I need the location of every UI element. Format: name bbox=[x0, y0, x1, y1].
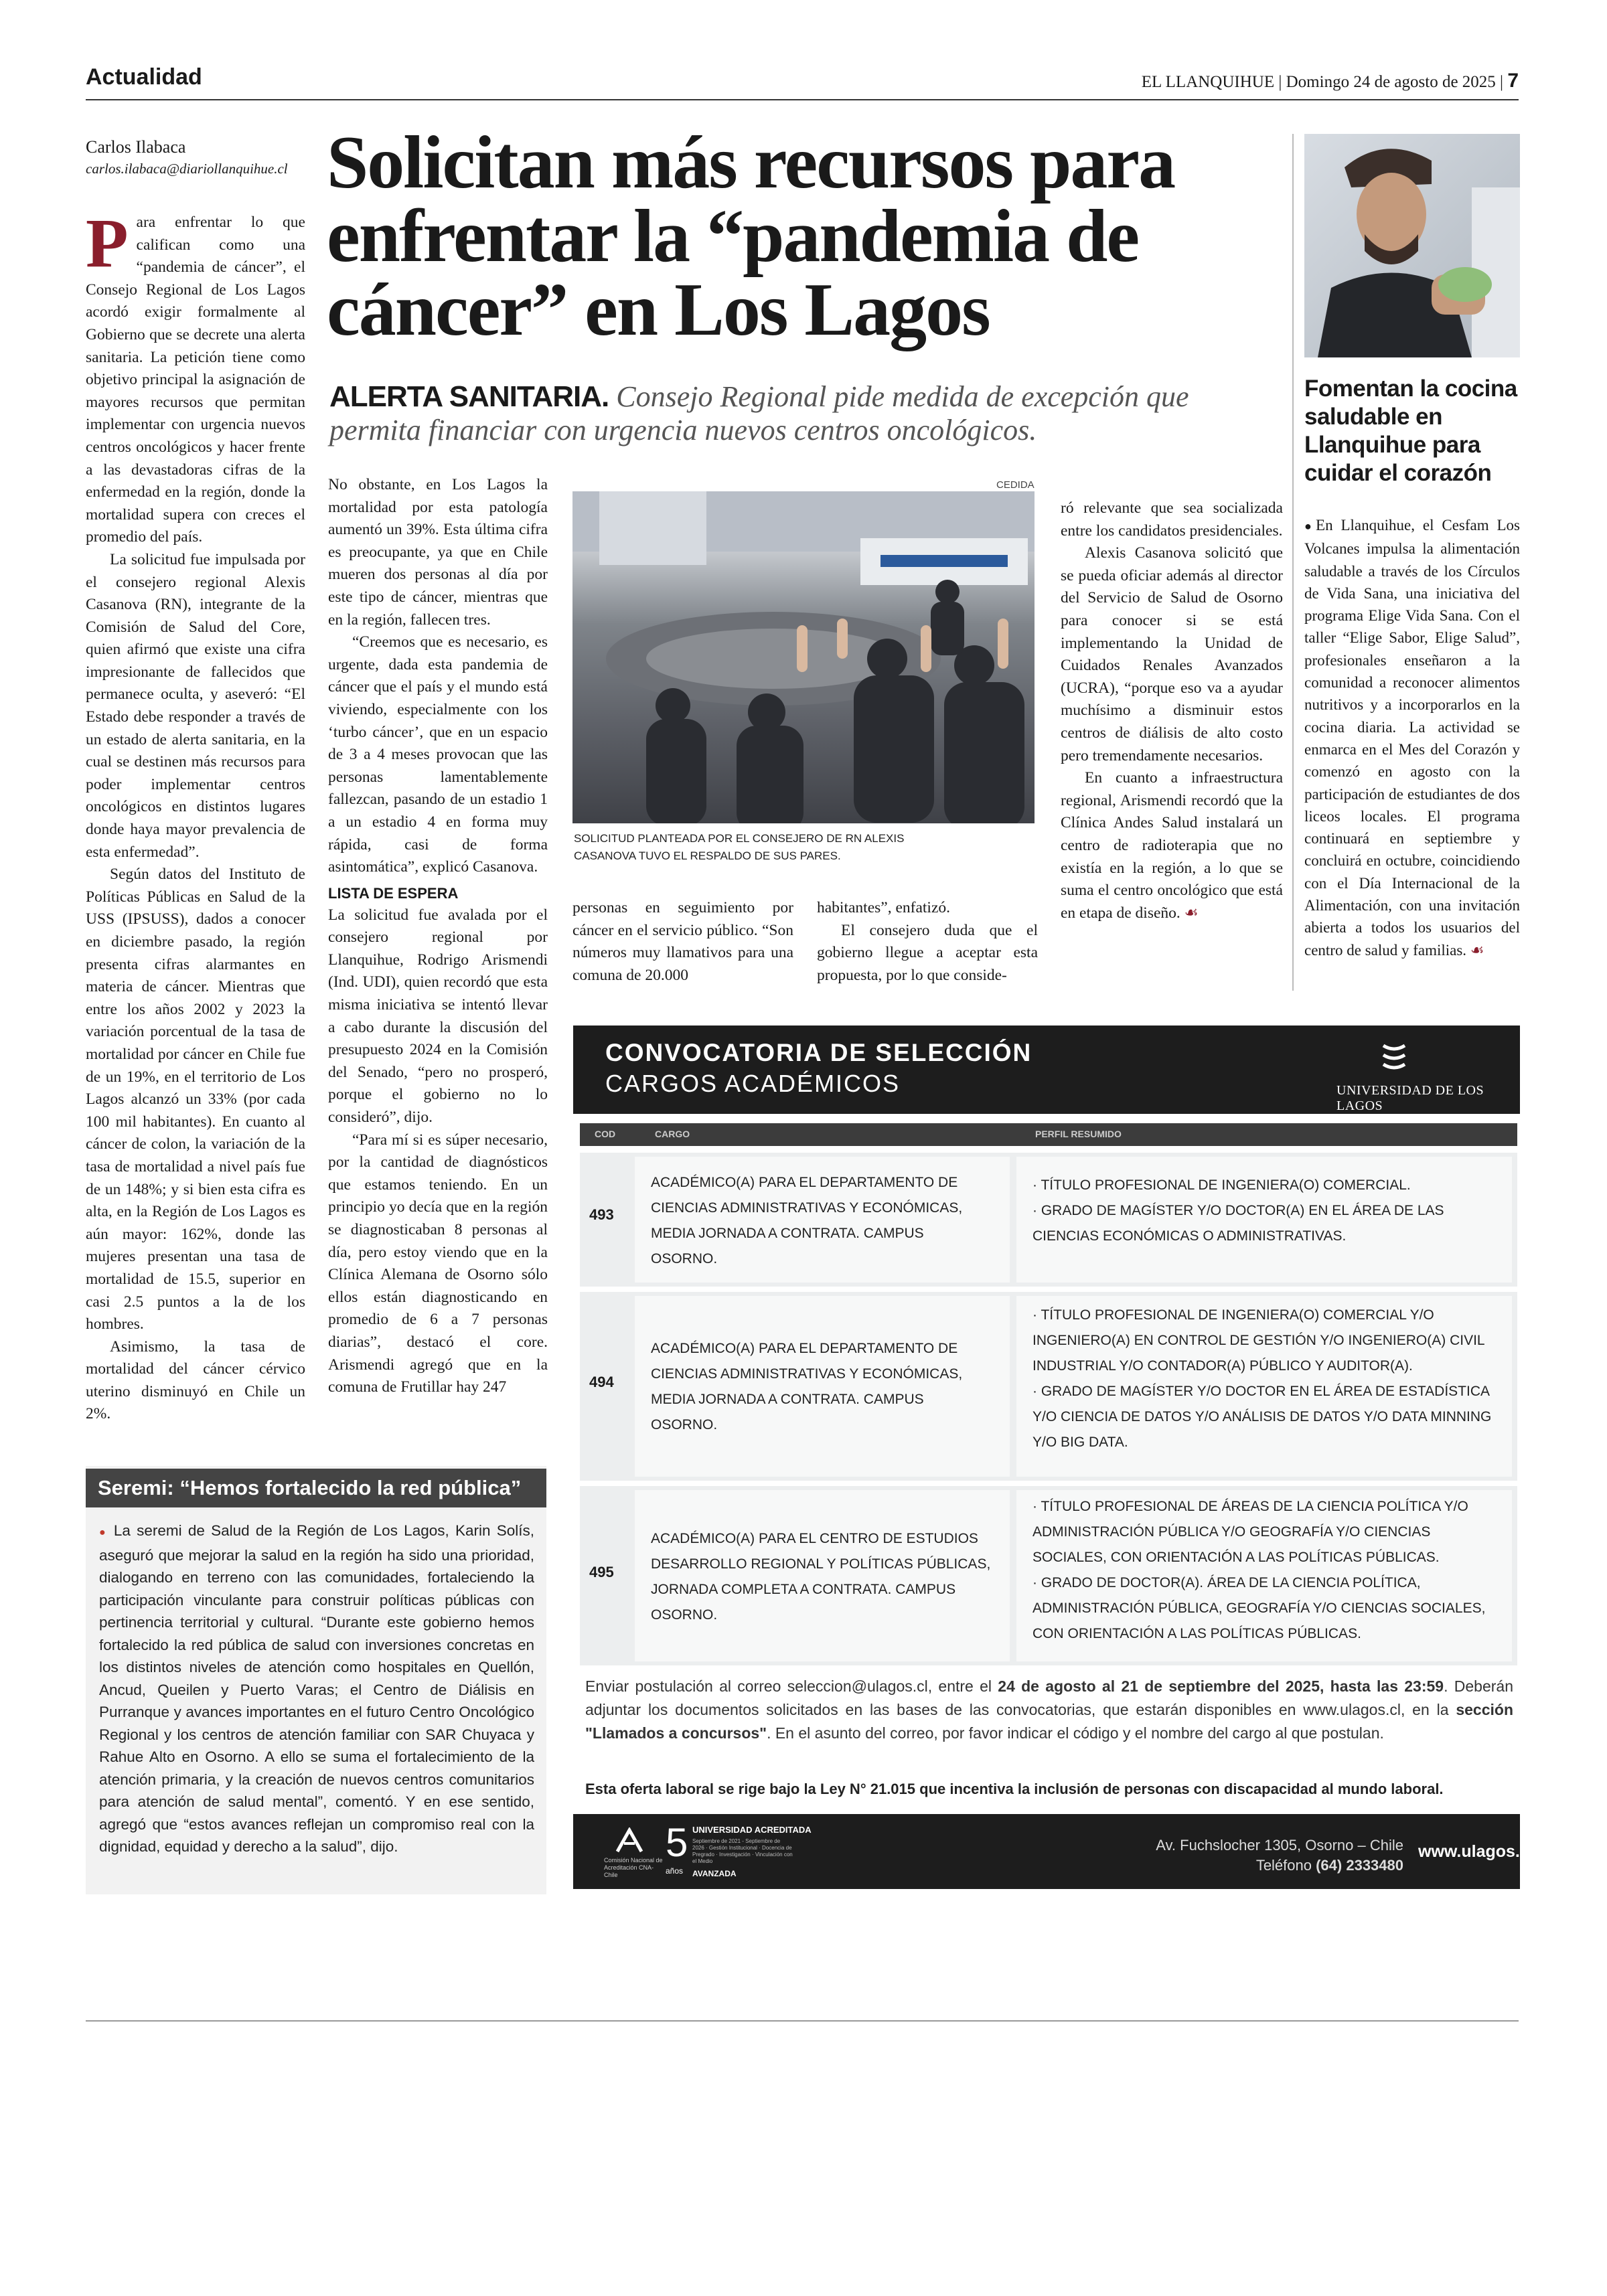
publication-name: EL LLANQUIHUE bbox=[1141, 73, 1275, 91]
paragraph: “Creemos que es necesario, es urgente, dada esta pandemia de cáncer que el país y el mundo está viviendo, especialmente con los ‘turbo cáncer’, que en un espacio de 3 a 4 meses provocan que las personas lamentablemente fallezcan, pasando de un estadio 1 a un estadio 4 en forma muy rápida, casi de forma asintomática”, explicó Casanova. bbox=[328, 633, 548, 876]
job-title: ACADÉMICO(A) PARA EL CENTRO DE ESTUDIOS DESARROLLO REGIONAL Y POLÍTICAS PÚBLICAS, JORNADA COMPLETA A CONTRATA. CAMPUS OSORNO. bbox=[635, 1490, 1010, 1661]
accreditation-title: UNIVERSIDAD ACREDITADA bbox=[692, 1825, 812, 1835]
seremi-box-title: Seremi: “Hemos fortalecido la red pública” bbox=[86, 1469, 546, 1507]
article-column-4 bbox=[817, 897, 1038, 987]
phone-line bbox=[1122, 1856, 1403, 1876]
job-title: ACADÉMICO(A) PARA EL DEPARTAMENTO DE CIENCIAS ADMINISTRATIVAS Y ECONÓMICAS, MEDIA JORNADA A CONTRATA. CAMPUS OSORNO. bbox=[635, 1157, 1010, 1283]
job-profile bbox=[1016, 1157, 1512, 1283]
seremi-box-text: La seremi de Salud de la Región de Los Lagos, Karin Solís, aseguró que mejorar la salud en la región ha sido una prioridad, dialogando en terreno con las comunidades, fortaleciendo la participación vinculante para construir políticas públicas con pertinencia territorial y cultural. “Durante este gobierno hemos fortalecido la red pública de salud con inversiones concretas en los distintos niveles de atención como hospitales en Quellón, Ancud, Queilen y Puerto Varas; el Centro de Diálisis en Purranque y avances importantes en el futuro Centro Oncológico Regional y los centros de atención familiar con SAR Chuyaca y Rahue Alto en Osorno. A ello se suma el fortalecimiento de la atención primaria, y la creación de nuevos centros comunitarios para atención de salud mental”, comentó. Y en ese sentido, agregó que “estos avances reflejan un compromiso real con la dignidad, equidad y derecho a la salud”, dijo. bbox=[99, 1522, 534, 1855]
profile-item: · TÍTULO PROFESIONAL DE ÁREAS DE LA CIENCIA POLÍTICA Y/O ADMINISTRACIÓN PÚBLICA Y/O GEOGRAFÍA Y/O CIENCIAS SOCIALES, CON ORIENTACIÓN A LAS POLÍTICAS PÚBLICAS. bbox=[1032, 1499, 1468, 1565]
article-column-2 bbox=[328, 474, 548, 1399]
law-notice: Esta oferta laboral se rige bajo la Ley N° 21.015 que incentiva la inclusión de personas con discapacidad al mundo laboral. bbox=[585, 1781, 1444, 1797]
paragraph: personas en seguimiento por cáncer en el servicio público. “Son números muy llamativos para una comuna de 20.000 bbox=[572, 899, 793, 984]
col-header-cargo: CARGO bbox=[655, 1129, 690, 1139]
accreditation-level: AVANZADA bbox=[692, 1869, 737, 1878]
paragraph: Según datos del Instituto de Políticas Públicas en Salud de la USS (IPSUSS), dados a conocer en diciembre pasado, la región presenta cifras alarmantes en materia de cáncer. Mientras que entre los años 2002 y 2023 la variación porcentual de la tasa de mortalidad por cáncer en Chile fue de un 19%, en el territorio de Los Lagos alcanzó un 33% (por cada 100 mil habitantes). En cuanto al cáncer de colon, la variación de la tasa de mortalidad a nivel país fue de un 148%; y si bien esta cifra es alta, en la Región de Los Lagos es aún mayor: 162%, donde las mujeres presentan una tasa de mortalidad de 15.5, superior en casi 2.5 puntos a la de los hombres. bbox=[86, 866, 305, 1333]
accreditation-years: 5 bbox=[666, 1820, 688, 1865]
folio: EL LLANQUIHUE | Domingo 24 de agosto de 2025 | 7 bbox=[1141, 70, 1519, 92]
cna-label: Comisión Nacional de Acreditación CNA-Chile bbox=[604, 1857, 663, 1878]
website-link[interactable]: www.ulagos.cl bbox=[1418, 1842, 1534, 1861]
job-code: 493 bbox=[589, 1206, 614, 1223]
paragraph bbox=[1061, 767, 1283, 924]
page-number: 7 bbox=[1507, 70, 1519, 92]
job-title: ACADÉMICO(A) PARA EL DEPARTAMENTO DE CIENCIAS ADMINISTRATIVAS Y ECONÓMICAS, MEDIA JORNADA A CONTRATA. CAMPUS OSORNO. bbox=[635, 1296, 1010, 1477]
profile-item: · GRADO DE MAGÍSTER Y/O DOCTOR(A) EN EL ÁREA DE LAS CIENCIAS ECONÓMICAS O ADMINISTRATIVAS. bbox=[1032, 1203, 1444, 1244]
kicker: ALERTA SANITARIA. bbox=[329, 380, 609, 413]
ad-header bbox=[573, 1026, 1520, 1114]
issue-date: Domingo 24 de agosto de 2025 bbox=[1286, 73, 1496, 91]
seremi-box-body: ● La seremi de Salud de la Región de Los Lagos, Karin Solís, aseguró que mejorar la salud en la región ha sido una prioridad, dialogando en terreno con las comunidades, fortaleciendo la participación vinculante para construir políticas públicas con pertinencia territorial y cultural. “Durante este gobierno hemos fortalecido la red pública de salud con inversiones concretas en los distintos niveles de atención como hospitales en Quellón, Ancud, Queilen y Puerto Varas; el Centro de Diálisis en Purranque y avances importantes en el futuro Centro Oncológico Regional y los centros de atención familiar con SAR Chuyaca y Rahue Alto en Osorno. A ello se suma el fortalecimiento de la atención primaria, y la creación de nuevos centros comunitarios para atención de salud mental”, comentó. Y en ese sentido, agregó que “estos avances reflejan un compromiso real con la dignidad, equidad y derecho a la salud”, dijo. bbox=[99, 1522, 534, 1855]
cna-logo-icon bbox=[615, 1827, 645, 1854]
ad-table-row bbox=[580, 1292, 1517, 1481]
sidebar-divider bbox=[1292, 134, 1294, 991]
deck bbox=[329, 380, 1267, 447]
job-code: 495 bbox=[589, 1564, 614, 1580]
profile-item: · TÍTULO PROFESIONAL DE INGENIERA(O) COMERCIAL Y/O INGENIERO(A) EN CONTROL DE GESTIÓN Y/O INGENIERO(A) CIVIL INDUSTRIAL Y/O CONTADOR(A) PÚBLICO Y AUDITOR(A). bbox=[1032, 1307, 1484, 1374]
instructions-text: . En el asunto del correo, por favor indicar el código y el nombre del cargo al que postulan. bbox=[767, 1724, 1384, 1742]
sidebar-headline: Fomentan la cocina saludable en Llanquihue para cuidar el corazón bbox=[1304, 376, 1517, 486]
council-meeting-photo bbox=[572, 491, 1035, 823]
drop-cap: P bbox=[86, 205, 129, 282]
chef-photo bbox=[1304, 134, 1520, 357]
accreditation-years-label: años bbox=[666, 1866, 684, 1876]
instructions-text: . Deberán adjuntar los documentos solicitados en las bases de las convocatorias, que estarán disponibles en www.ulagos.cl, en la bbox=[585, 1677, 1513, 1718]
ad-subtitle: CARGOS ACADÉMICOS bbox=[605, 1070, 901, 1097]
paragraph: No obstante, en Los Lagos la mortalidad por esta patología aumentó un 39%. Esta última cifra es preocupante, ya que en Chile mueren dos personas al día por este tipo de cáncer, mientras que en la región, fallecen tres. bbox=[328, 476, 548, 629]
paragraph: ara enfrentar lo que califican como una “pandemia de cáncer”, el Consejo Regional de Los Lagos acordó exigir formalmente al Gobierno que se decrete una alerta sanitaria. La petición tiene como objetivo principal la asignación de mayores recursos que permitan implementar con urgencia nuevos centros oncológicos y hacer frente a las devastadoras cifras de la enfermedad en la región, donde la mortalidad supera con creces el promedio del país. bbox=[86, 214, 305, 546]
section-link[interactable]: sección "Llamados a concursos" bbox=[585, 1701, 1513, 1742]
paragraph: El consejero duda que el gobierno llegue a aceptar esta propuesta, por lo que conside- bbox=[817, 921, 1038, 984]
address: Av. Fuchslocher 1305, Osorno – Chile bbox=[1156, 1837, 1403, 1854]
section-label: Actualidad bbox=[86, 64, 202, 90]
sidebar-body: ●En Llanquihue, el Cesfam Los Volcanes impulsa la alimentación saludable a través de los Círculos de Vida Sana, una iniciativa del programa Elige Vida Sana. Con el taller “Elige Sabor, Elige Salud”, profesionales enseñaron a la comunidad a reconocer alimentos nutritivos y a incorporarlos en la cocina diaria. La actividad se enmarca en el Mes del Corazón y comenzó en agosto con la participación de estudiantes de dos liceos locales. El programa continuará en septiembre y concluirá en octubre, coincidiendo con el Día Internacional de la Alimentación, con una invitación abierta a todos los usuarios del centro de salud y familias. ☙ bbox=[1304, 517, 1521, 959]
ad-footer bbox=[573, 1814, 1534, 1889]
paragraph: habitantes”, enfatizó. bbox=[817, 899, 951, 916]
header-rule bbox=[86, 99, 1519, 100]
footer-rule bbox=[86, 2020, 1519, 2022]
deck-text: Consejo Regional pide medida de excepción que permita financiar con urgencia nuevos centros oncológicos. bbox=[329, 380, 1189, 446]
paragraph: Asimismo, la tasa de mortalidad del cáncer cérvico uterino disminuyó en Chile un 2%. bbox=[86, 1337, 305, 1423]
profile-item: · GRADO DE DOCTOR(A). ÁREA DE LA CIENCIA POLÍTICA, ADMINISTRACIÓN PÚBLICA, GEOGRAFÍA Y/O CIENCIAS SOCIALES, CON ORIENTACIÓN A LAS POLÍTICAS PÚBLICAS. bbox=[1032, 1575, 1486, 1641]
accreditation-details: Septiembre de 2021 - Septiembre de 2026 · Gestión Institucional · Docencia de Pregrado · Investigación · Vinculación con el Medio bbox=[692, 1838, 793, 1864]
photo-credit: CEDIDA bbox=[996, 479, 1035, 491]
ad-table-row bbox=[580, 1153, 1517, 1287]
phone-label: Teléfono bbox=[1255, 1857, 1316, 1874]
job-code: 494 bbox=[589, 1374, 614, 1390]
subhead: LISTA DE ESPERA bbox=[328, 884, 459, 902]
job-profile bbox=[1016, 1490, 1512, 1661]
university-name: UNIVERSIDAD DE LOS LAGOS bbox=[1336, 1083, 1484, 1113]
application-dates: 24 de agosto al 21 de septiembre del 2025, hasta las 23:59 bbox=[998, 1677, 1444, 1695]
job-profile bbox=[1016, 1296, 1512, 1477]
paragraph: La solicitud fue avalada por el consejero regional por Llanquihue, Rodrigo Arismendi (Ind. UDI), quien recordó que esta misma iniciativa se intentó llevar a cabo durante la discusión del presupuesto 2024 en la Comisión del Senado, “pero no prosperó, porque el gobierno no lo consideró”, dijo. bbox=[328, 906, 548, 1127]
end-mark: ☙ bbox=[1470, 941, 1484, 959]
sidebar-text: En Llanquihue, el Cesfam Los Volcanes impulsa la alimentación saludable a través de los Círculos de Vida Sana, una iniciativa del programa Elige Vida Sana. Con el taller “Elige Sabor, Elige Salud”, profesionales enseñaron a la comunidad a reconocer alimentos nutritivos y a incorporarlos en la cocina diaria. La actividad se enmarca en el Mes del Corazón y comenzó en agosto con la participación de estudiantes de dos liceos locales. El programa continuará en septiembre y concluirá en octubre, coincidiendo con el Día Internacional de la Alimentación, con una invitación abierta a todos los usuarios del centro de salud y familias. bbox=[1304, 517, 1521, 959]
ad-table-header bbox=[580, 1123, 1517, 1146]
profile-item: · GRADO DE MAGÍSTER Y/O DOCTOR EN EL ÁREA DE ESTADÍSTICA Y/O CIENCIA DE DATOS Y/O ANÁLISIS DE DATOS Y/O DATA MINNING Y/O BIG DATA. bbox=[1032, 1384, 1492, 1450]
main-headline: Solicitan más recursos para enfrentar la “pandemia de cáncer” en Los Lagos bbox=[327, 121, 1175, 351]
paragraph: ró relevante que sea socializada entre los candidatos presidenciales. bbox=[1061, 499, 1283, 540]
instructions-text: Enviar postulación al correo seleccion@ulagos.cl, entre el bbox=[585, 1677, 998, 1695]
col-header-perfil: PERFIL RESUMIDO bbox=[1035, 1129, 1122, 1139]
end-mark: ☙ bbox=[1184, 904, 1199, 922]
paragraph: “Para mí si es súper necesario, por la cantidad de diagnósticos que estamos teniendo. En un principio yo decía que en la región se diagnosticaban 8 personas al día, pero estoy viendo que en la Clínica Alemana de Osorno sólo ellos están diagnosticando en promedio de 6 a 7 personas diarias”, destacó el core. Arismendi agregó que en la comuna de Frutillar hay 247 bbox=[328, 1131, 548, 1396]
application-instructions bbox=[585, 1675, 1513, 1745]
paragraph: Alexis Casanova solicitó que se pueda oficiar además al director del Servicio de Salud de Osorno para conocer si se está implementando la Unidad de Cuidados Renales Avanzados (UCRA), “porque eso va a ayudar muchísimo a disminuir estos centros de diálisis de alto costo pero tremendamente necesarios. bbox=[1061, 544, 1283, 764]
ad-title: CONVOCATORIA DE SELECCIÓN bbox=[605, 1039, 1032, 1066]
article-column-1 bbox=[86, 205, 305, 1426]
phone-number[interactable]: (64) 2333480 bbox=[1316, 1857, 1403, 1874]
article-column-5 bbox=[1061, 497, 1283, 924]
paragraph-text: En cuanto a infraestructura regional, Arismendi recordó que la Clínica Andes Salud instalará un centro de radioterapia que no existía en la región, a lo que se suma el centro oncológico que está en etapa de diseño. bbox=[1061, 769, 1283, 922]
profile-item: · TÍTULO PROFESIONAL DE INGENIERA(O) COMERCIAL. bbox=[1032, 1177, 1411, 1193]
paragraph: La solicitud fue impulsada por el consejero regional Alexis Casanova (RN), integrante de la Comisión de Salud del Core, quien afirmó que existe una cifra impresionante de fallecidos que permanece oculta, y aseveró: “El Estado debe responder a través de un estado de alerta sanitaria, en la cual se destinen más recursos para poder implementar centros oncológicos en distintos lugares donde haya mayor prevalencia de esta enfermedad”. bbox=[86, 550, 305, 861]
author-name: Carlos Ilabaca bbox=[86, 137, 186, 157]
col-header-cod: COD bbox=[595, 1129, 616, 1139]
contact-info bbox=[1122, 1835, 1403, 1876]
article-column-3 bbox=[572, 897, 793, 987]
photo-caption: SOLICITUD PLANTEADA POR EL CONSEJERO DE RN ALEXIS CASANOVA TUVO EL RESPALDO DE SUS PARES. bbox=[574, 832, 905, 862]
university-logo-icon bbox=[1381, 1043, 1407, 1074]
ad-table-row bbox=[580, 1486, 1517, 1665]
author-email[interactable]: carlos.ilabaca@diariollanquihue.cl bbox=[86, 161, 288, 177]
